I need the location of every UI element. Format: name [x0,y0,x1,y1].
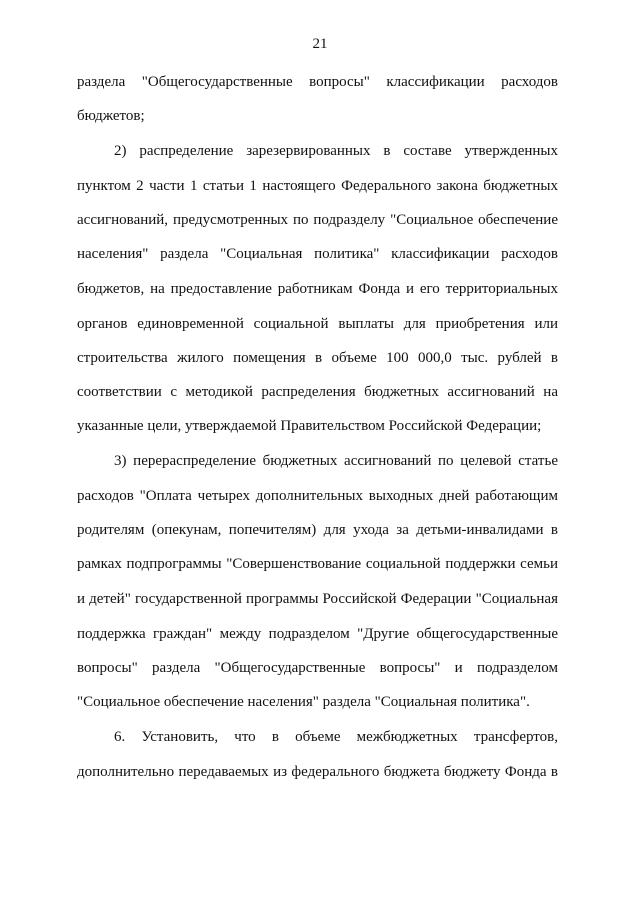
text-line: вопросы" раздела "Общегосударственные вопросы" и подразделом [77,660,558,676]
text-line: ассигнований, предусмотренных по подразделу "Социальное обеспечение [77,212,558,228]
text-line: бюджетов; [77,108,145,124]
text-line: расходов "Оплата четырех дополнительных выходных дней работающим [77,488,558,504]
text-line: пунктом 2 части 1 статьи 1 настоящего Федерального закона бюджетных [77,178,558,194]
text-line: населения" раздела "Социальная политика" классификации расходов [77,246,558,262]
text-line: соответствии с методикой распределения бюджетных ассигнований на [77,384,558,400]
page-number: 21 [312,36,328,52]
text-line: 3) перераспределение бюджетных ассигнований по целевой статье [114,453,558,469]
text-line: родителям (опекунам, попечителям) для ухода за детьми-инвалидами в [77,522,558,538]
text-line: "Социальное обеспечение населения" раздела "Социальная политика". [77,694,530,710]
text-line: дополнительно передаваемых из федерального бюджета бюджету Фонда в [77,764,558,780]
text-line: органов единовременной социальной выплаты для приобретения или [77,316,558,332]
text-line: бюджетов, на предоставление работникам Фонда и его территориальных [77,281,558,297]
text-line: строительства жилого помещения в объеме 100 000,0 тыс. рублей в [77,350,558,366]
text-line: поддержка граждан" между подразделом "Другие общегосударственные [77,626,558,642]
text-line: и детей" государственной программы Российской Федерации "Социальная [77,591,558,607]
text-line: рамках подпрограммы "Совершенствование социальной поддержки семьи [77,556,558,572]
text-line: раздела "Общегосударственные вопросы" классификации расходов [77,74,558,90]
text-line: 6. Установить, что в объеме межбюджетных трансфертов, [114,729,558,745]
text-line: 2) распределение зарезервированных в составе утвержденных [114,143,558,159]
text-line: указанные цели, утверждаемой Правительством Российской Федерации; [77,418,542,434]
